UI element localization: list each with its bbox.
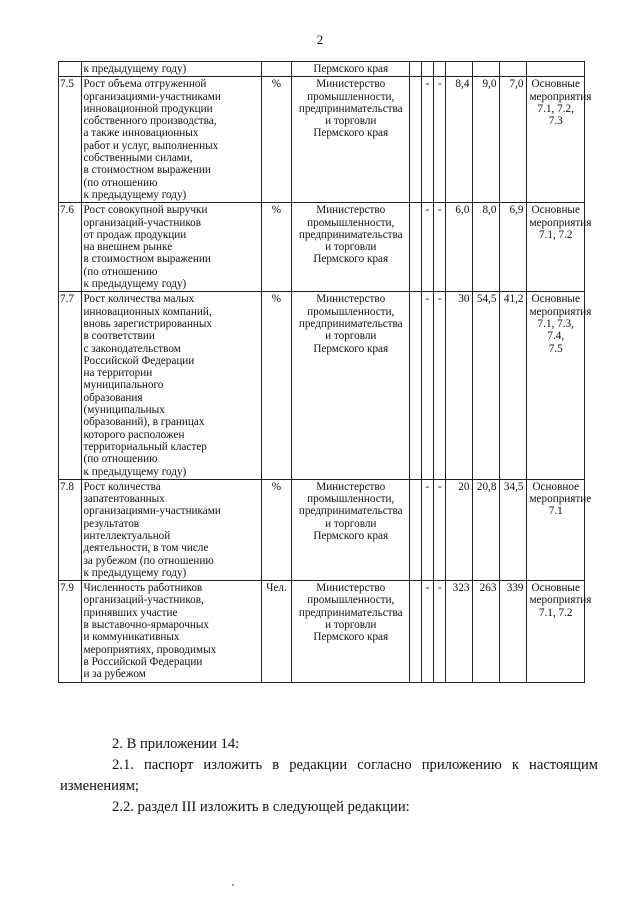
responsible-ministry: Министерство промышленности, предпринимательства и торговли Пермского края <box>292 581 410 682</box>
value-3: 6,9 <box>500 203 527 292</box>
value-dash: - <box>434 479 446 580</box>
unit: % <box>261 479 291 580</box>
indicator-name: Рост количества малых инновационных компаний, вновь зарегистрированных в соответствии с законодательством Российской Федерации на территории муниципального образования (муниципальных образований), в границах которого расположен территориальный кластер (по отношению к предыдущему году) <box>81 292 261 479</box>
indicator-name: Рост количества запатентованных организациями-участниками результатов интеллектуальной деятельности, в том числе за рубежом (по отношению к предыдущему году) <box>81 479 261 580</box>
page-number: 2 <box>316 32 324 47</box>
value-3: 34,5 <box>500 479 527 580</box>
unit: % <box>261 77 291 203</box>
value-3: 7,0 <box>500 77 527 203</box>
value-dash: - <box>421 77 433 203</box>
value-dash: - <box>434 581 446 682</box>
paragraph-section-3: 2.2. раздел III изложить в следующей редакции: <box>112 799 410 815</box>
table-row <box>59 203 585 292</box>
row-number: 7.8 <box>59 479 82 580</box>
activities: Основное мероприятие 7.1 <box>527 479 585 580</box>
value-1: 20 <box>446 479 473 580</box>
activities: Основные мероприятия 7.1, 7.2 <box>527 203 585 292</box>
responsible-ministry: Пермского края <box>292 62 410 77</box>
table-row <box>59 292 585 479</box>
value-2: 20,8 <box>473 479 500 580</box>
activities: Основные мероприятия 7.1, 7.2, 7.3 <box>527 77 585 203</box>
value-1: 8,4 <box>446 77 473 203</box>
value-dash: - <box>434 77 446 203</box>
scan-speck <box>232 884 234 886</box>
row-number: 7.7 <box>59 292 82 479</box>
value-dash: - <box>434 203 446 292</box>
value-3: 339 <box>500 581 527 682</box>
value-2: 263 <box>473 581 500 682</box>
row-number: 7.6 <box>59 203 82 292</box>
responsible-ministry: Министерство промышленности, предпринимательства и торговли Пермского края <box>292 479 410 580</box>
value-1: 6,0 <box>446 203 473 292</box>
value-dash: - <box>421 292 433 479</box>
paragraph-passport-line-1: 2.1. паспорт изложить в редакции согласно приложению к настоящим <box>112 757 598 773</box>
value-dash: - <box>421 203 433 292</box>
table-row <box>59 77 585 203</box>
unit: % <box>261 292 291 479</box>
unit: Чел. <box>261 581 291 682</box>
responsible-ministry: Министерство промышленности, предпринимательства и торговли Пермского края <box>292 77 410 203</box>
value-1: 323 <box>446 581 473 682</box>
paragraph-appendix-14: 2. В приложении 14: <box>112 736 240 752</box>
paragraph-passport-line-2: изменениям; <box>60 778 139 794</box>
indicator-name: к предыдущему году) <box>81 62 261 77</box>
value-1: 30 <box>446 292 473 479</box>
value-2: 9,0 <box>473 77 500 203</box>
responsible-ministry: Министерство промышленности, предпринимательства и торговли Пермского края <box>292 203 410 292</box>
indicator-name: Численность работников организаций-участников, принявших участие в выставочно-ярмарочных и коммуникативных мероприятиях, проводимых в Российской Федерации и за рубежом <box>81 581 261 682</box>
row-number: 7.5 <box>59 77 82 203</box>
value-3: 41,2 <box>500 292 527 479</box>
indicator-name: Рост объема отгруженной организациями-участниками инновационной продукции собственного производства, а также инновационных работ и услуг, выполненных собственными силами, в стоимостном выражении (по отношению к предыдущему году) <box>81 77 261 203</box>
row-number: 7.9 <box>59 581 82 682</box>
value-2: 54,5 <box>473 292 500 479</box>
indicators-table <box>58 61 592 683</box>
unit: % <box>261 203 291 292</box>
value-dash: - <box>434 292 446 479</box>
table-row <box>59 479 585 580</box>
value-dash: - <box>421 581 433 682</box>
indicator-name: Рост совокупной выручки организаций-участников от продаж продукции на внешнем рынке в стоимостном выражении (по отношению к предыдущему году) <box>81 203 261 292</box>
activities: Основные мероприятия 7.1, 7.3, 7.4, 7.5 <box>527 292 585 479</box>
table-row-continuation <box>59 62 585 77</box>
table-row <box>59 581 585 682</box>
activities: Основные мероприятия 7.1, 7.2 <box>527 581 585 682</box>
value-2: 8,0 <box>473 203 500 292</box>
responsible-ministry: Министерство промышленности, предпринимательства и торговли Пермского края <box>292 292 410 479</box>
value-dash: - <box>421 479 433 580</box>
